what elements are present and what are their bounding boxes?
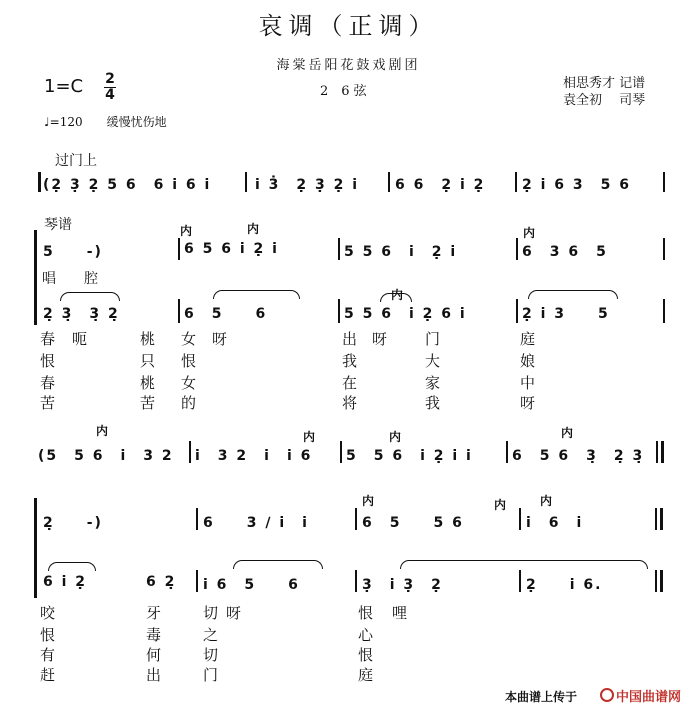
lyric: 咬	[40, 604, 56, 622]
nei-mark: 内	[391, 288, 404, 302]
lyric: 春	[40, 374, 56, 392]
nei-mark: 内	[362, 494, 375, 508]
lyric: 门	[425, 330, 441, 348]
row3-bar1: (5 5 6 i 3 2	[38, 448, 174, 464]
page-title: 哀调（正调）	[258, 12, 439, 40]
lyric: 恨	[40, 626, 56, 644]
transcriber-credit: 相思秀才 记谱	[563, 76, 646, 91]
row2-voc-bar4: 2̣ i 3 5	[522, 306, 610, 322]
lyric: 在	[342, 374, 358, 392]
troupe-name: 海棠岳阳花鼓戏剧团	[276, 58, 421, 73]
row1-bar4: 2̣ i 6 3 5 6	[522, 177, 632, 193]
row2-qin-bar2: 6 5 6 i 2̣ i	[184, 241, 279, 257]
lyric: 女	[181, 330, 197, 348]
row1-bar3: 6 6 2̣ i 2̣	[395, 177, 486, 193]
lyric: 牙	[146, 604, 162, 622]
lyric: 恨	[40, 352, 56, 370]
lyric: 恨	[358, 604, 374, 622]
row3-bar3: 5 5 6 i 2̣ i i	[346, 448, 473, 464]
nei-mark: 内	[180, 224, 193, 238]
lyric: 桃	[140, 330, 156, 348]
row2-voc-bar2: 6 5 6	[184, 306, 268, 322]
logo-icon	[600, 688, 614, 702]
row4-qin-bar4: i 6 i	[526, 515, 584, 531]
lyric: 毒	[146, 626, 162, 644]
upload-note: 本曲谱上传于	[505, 690, 578, 704]
lyric: 恨	[358, 646, 374, 664]
label-changqiang: 唱 腔	[42, 271, 98, 287]
lyric: 切	[203, 604, 219, 622]
row4-voc-bar1a: 6 i 2̣	[43, 574, 88, 590]
lyric: 呀	[520, 394, 536, 412]
lyric: 只	[140, 352, 156, 370]
lyric: 苦	[140, 394, 156, 412]
row2-qin-bar1: 5 -)	[43, 244, 103, 260]
tempo-marking: ♩=120 缓慢忧伤地	[44, 115, 167, 129]
lyric: 女	[181, 374, 197, 392]
lyric: 苦	[40, 394, 56, 412]
label-qinpu: 琴谱	[44, 217, 72, 233]
row4-voc-bar1b: 6 2̣	[146, 574, 177, 590]
nei-mark: 内	[303, 430, 316, 444]
lyric: 之	[203, 626, 219, 644]
lyric: 庭	[520, 330, 536, 348]
row2-voc-bar3: 5 5 6 i 2̣ 6 i	[344, 306, 467, 322]
nei-mark: 内	[561, 426, 574, 440]
lyric: 娘	[520, 352, 536, 370]
row3-bar4: 6 5 6 3̣ 2̣ 3̣	[512, 448, 645, 464]
key-signature: 1=C	[44, 76, 84, 97]
lyric: 庭	[358, 666, 374, 684]
row4-voc-bar2: i 6 5 6	[203, 577, 300, 593]
lyric: 我	[425, 394, 441, 412]
nei-mark: 内	[389, 430, 402, 444]
lyric: 春	[40, 330, 56, 348]
lyric: 恨	[181, 352, 197, 370]
nei-mark: 内	[523, 226, 536, 240]
row4-voc-bar3: 3̣ i 3̣ 2̣	[362, 577, 443, 593]
row2-qin-bar3: 5 5 6 i 2̣ i	[344, 244, 458, 260]
lyric: 门	[203, 666, 219, 684]
lyric: 出	[146, 666, 162, 684]
row2-qin-bar4: 6 3 6 5	[522, 244, 608, 260]
time-signature	[104, 72, 116, 103]
row4-qin-bar3: 6 5 5 6	[362, 515, 464, 531]
lyric: 桃	[140, 374, 156, 392]
lyric: 家	[425, 374, 441, 392]
row4-qin-bar2: 6 3 ∕ i i	[203, 515, 309, 531]
lyric: 大	[425, 352, 441, 370]
label-guomen: 过门上	[55, 153, 97, 169]
lyric: 将	[342, 394, 358, 412]
lyric: 呀	[226, 604, 242, 622]
lyric: 哩	[392, 604, 408, 622]
performer-credit: 袁全初 司琴	[563, 93, 646, 108]
nei-mark: 内	[96, 424, 109, 438]
lyric: 何	[146, 646, 162, 664]
site-logo[interactable]	[600, 686, 681, 705]
lyric: 呀	[212, 330, 228, 348]
lyric: 切	[203, 646, 219, 664]
lyric: 心	[358, 626, 374, 644]
row1-bar1: (2̣ 3̣ 2̣ 5 6 6 i 6 i	[43, 177, 212, 193]
lyric: 赶	[40, 666, 56, 684]
row2-voc-bar1: 2̣ 3̣ 3̣ 2̣	[43, 306, 120, 322]
row4-voc-bar4: 2̣ i 6.	[526, 577, 603, 593]
nei-mark: 内	[540, 494, 553, 508]
lyric: 的	[181, 394, 197, 412]
lyric: 出	[342, 330, 358, 348]
string-tuning: 2 6 弦	[320, 84, 367, 99]
lyric: 呃	[72, 330, 88, 348]
nei-mark: 内	[494, 498, 507, 512]
lyric: 有	[40, 646, 56, 664]
site-name: 中国曲谱网	[616, 690, 682, 705]
time-signature-bottom: 4	[105, 87, 115, 103]
time-signature-top: 2	[105, 71, 115, 87]
lyric: 中	[520, 374, 536, 392]
row3-bar2: i 3 2 i i 6	[195, 448, 313, 464]
lyric: 我	[342, 352, 358, 370]
row1-bar2: i 3̇ 2̣ 3̣ 2̣ i	[255, 177, 360, 193]
row4-qin-bar1: 2̣ -)	[43, 515, 103, 531]
nei-mark: 内	[247, 222, 260, 236]
lyric: 呀	[372, 330, 388, 348]
